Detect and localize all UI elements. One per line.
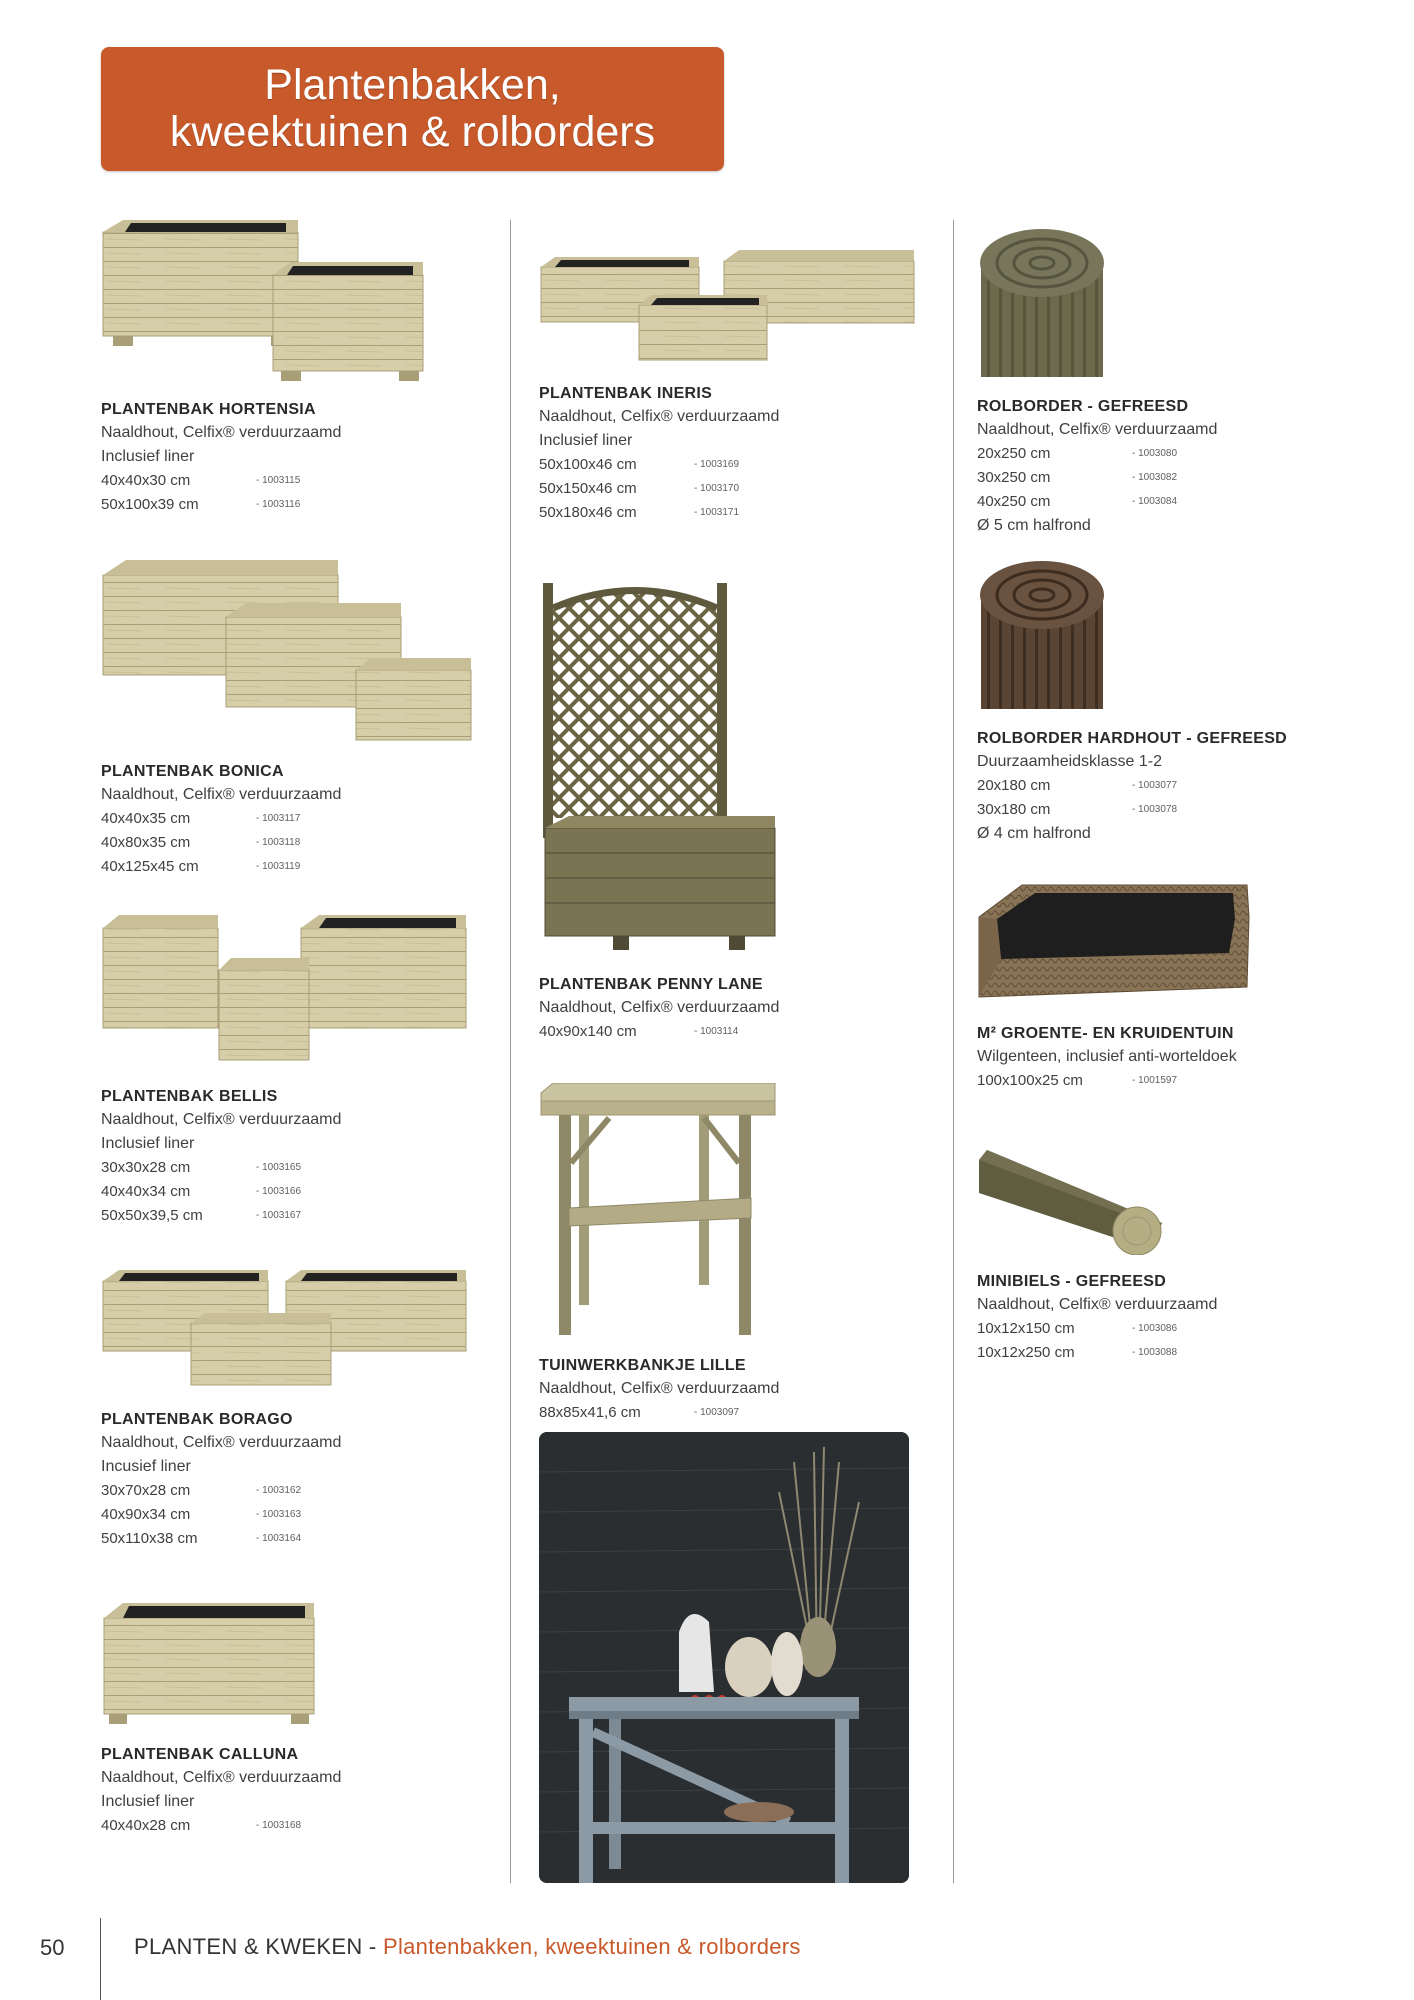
spec-row: [101, 469, 441, 493]
spec-dimension: 30x250 cm: [977, 469, 1051, 486]
spec-code: - 1003086: [1132, 1323, 1178, 1334]
spec-code: - 1003169: [694, 459, 740, 470]
spec-code: - 1003097: [694, 1407, 740, 1418]
spec-dimension: 20x250 cm: [977, 445, 1051, 462]
spec-dimension: 30x180 cm: [977, 801, 1051, 818]
spec-row: [539, 453, 879, 477]
spec-code: - 1003077: [1132, 780, 1178, 791]
spec-row: [101, 1204, 441, 1228]
spec-row: [977, 798, 1317, 822]
spec-row: [101, 807, 441, 831]
spec-dimension: 40x125x45 cm: [101, 858, 199, 875]
spec-dimension: 40x40x30 cm: [101, 472, 191, 489]
spec-row: [101, 1814, 441, 1838]
product-diameter: Ø 4 cm halfrond: [977, 825, 1091, 842]
column-divider-1: [510, 220, 511, 1883]
spec-code: - 1003164: [256, 1533, 302, 1544]
product-image-hardhout: [977, 557, 1317, 712]
page-title-line1: Plantenbakken,: [264, 61, 561, 109]
product-material: Naaldhout, Celfix® verduurzaamd: [101, 1434, 342, 1451]
product-note: Inclusief liner: [101, 1135, 195, 1152]
spec-row: [977, 466, 1317, 490]
product-material: Naaldhout, Celfix® verduurzaamd: [539, 408, 780, 425]
spec-code: - 1003117: [256, 813, 301, 824]
product-name: M² GROENTE- EN KRUIDENTUIN: [977, 1025, 1234, 1042]
product-name: MINIBIELS - GEFREESD: [977, 1273, 1167, 1290]
spec-row: [101, 1180, 441, 1204]
spec-dimension: 10x12x250 cm: [977, 1344, 1075, 1361]
footer-section: PLANTEN & KWEKEN -: [134, 1934, 377, 1959]
product-name: ROLBORDER - GEFREESD: [977, 398, 1189, 415]
spec-dimension: 50x180x46 cm: [539, 504, 637, 521]
spec-dimension: 50x50x39,5 cm: [101, 1207, 203, 1224]
spec-dimension: 50x110x38 cm: [101, 1530, 198, 1547]
product-image-groente: [977, 877, 1317, 1007]
product-borago: [101, 1263, 441, 1551]
spec-dimension: 40x90x140 cm: [539, 1023, 637, 1040]
product-image-rolborder: [977, 225, 1317, 380]
spec-row: [101, 1156, 441, 1180]
spec-row: [539, 1401, 879, 1425]
product-image-bellis: [101, 910, 441, 1070]
product-material: Naaldhout, Celfix® verduurzaamd: [101, 1111, 342, 1128]
spec-dimension: 88x85x41,6 cm: [539, 1404, 641, 1421]
spec-code: - 1003114: [694, 1026, 739, 1037]
spec-row: [977, 490, 1317, 514]
product-groente: [977, 877, 1317, 1093]
spec-row: [101, 831, 441, 855]
product-image-hortensia: [101, 220, 441, 383]
product-image-borago: [101, 1263, 441, 1393]
product-bonica: [101, 555, 441, 879]
spec-row: [539, 1020, 879, 1044]
product-material: Naaldhout, Celfix® verduurzaamd: [977, 421, 1218, 438]
page-header: [101, 47, 724, 171]
spec-row: [977, 1069, 1317, 1093]
product-image-lille: [539, 1083, 879, 1339]
product-material: Naaldhout, Celfix® verduurzaamd: [101, 424, 342, 441]
product-material: Naaldhout, Celfix® verduurzaamd: [101, 1769, 342, 1786]
spec-code: - 1003115: [256, 475, 301, 486]
spec-dimension: 100x100x25 cm: [977, 1072, 1083, 1089]
spec-dimension: 40x40x28 cm: [101, 1817, 191, 1834]
product-name: PLANTENBAK CALLUNA: [101, 1746, 299, 1763]
spec-code: - 1003170: [694, 483, 740, 494]
product-name: TUINWERKBANKJE LILLE: [539, 1357, 746, 1374]
spec-row: [977, 1317, 1317, 1341]
spec-dimension: 40x90x34 cm: [101, 1506, 191, 1523]
product-rolborder: [977, 225, 1317, 538]
spec-row: [539, 477, 879, 501]
spec-code: - 1001597: [1132, 1075, 1178, 1086]
product-image-pennylane: [539, 578, 879, 958]
spec-dimension: 50x100x46 cm: [539, 456, 637, 473]
product-name: ROLBORDER HARDHOUT - GEFREESD: [977, 730, 1288, 747]
product-hortensia: [101, 220, 441, 517]
spec-code: - 1003163: [256, 1509, 302, 1520]
spec-code: - 1003168: [256, 1820, 302, 1831]
spec-dimension: 50x100x39 cm: [101, 496, 199, 513]
spec-dimension: 20x180 cm: [977, 777, 1051, 794]
product-note: Inclusief liner: [101, 1793, 195, 1810]
spec-code: - 1003171: [694, 507, 740, 518]
footer-divider: [100, 1918, 101, 2000]
spec-code: - 1003080: [1132, 448, 1178, 459]
product-image-bonica: [101, 555, 441, 745]
footer-chapter: Plantenbakken, kweektuinen & rolborders: [382, 1934, 801, 1959]
spec-dimension: 40x40x34 cm: [101, 1183, 191, 1200]
product-pennylane: [539, 578, 879, 1044]
product-name: PLANTENBAK INERIS: [539, 385, 713, 402]
product-material: Naaldhout, Celfix® verduurzaamd: [539, 1380, 780, 1397]
spec-code: - 1003084: [1132, 496, 1178, 507]
spec-dimension: 30x70x28 cm: [101, 1482, 191, 1499]
product-material: Naaldhout, Celfix® verduurzaamd: [101, 786, 342, 803]
spec-row: [101, 1503, 441, 1527]
product-name: PLANTENBAK PENNY LANE: [539, 976, 763, 993]
product-name: PLANTENBAK BORAGO: [101, 1411, 293, 1428]
product-image-ineris: [539, 247, 879, 367]
spec-dimension: 40x40x35 cm: [101, 810, 191, 827]
product-material: Wilgenteen, inclusief anti-worteldoek: [977, 1048, 1237, 1065]
spec-code: - 1003082: [1132, 472, 1178, 483]
spec-dimension: 30x30x28 cm: [101, 1159, 191, 1176]
spec-row: [977, 442, 1317, 466]
product-note: Inclusief liner: [539, 432, 633, 449]
spec-row: [977, 1341, 1317, 1365]
product-name: PLANTENBAK BONICA: [101, 763, 284, 780]
spec-row: [101, 1479, 441, 1503]
spec-code: - 1003162: [256, 1485, 302, 1496]
spec-code: - 1003167: [256, 1210, 302, 1221]
product-note: Inclusief liner: [101, 448, 195, 465]
product-ineris: [539, 247, 879, 525]
spec-code: - 1003088: [1132, 1347, 1178, 1358]
footer-breadcrumb: [134, 1934, 801, 1960]
page-number: 50: [40, 1935, 65, 1960]
product-minibiels: [977, 1145, 1317, 1365]
product-bellis: [101, 910, 441, 1228]
lifestyle-photo: [539, 1432, 909, 1883]
product-name: PLANTENBAK BELLIS: [101, 1088, 278, 1105]
product-calluna: [101, 1598, 441, 1838]
product-hardhout: [977, 557, 1317, 846]
spec-code: - 1003116: [256, 499, 301, 510]
spec-code: - 1003119: [256, 861, 301, 872]
spec-dimension: 10x12x150 cm: [977, 1320, 1075, 1337]
spec-code: - 1003118: [256, 837, 301, 848]
spec-code: - 1003078: [1132, 804, 1178, 815]
spec-row: [539, 501, 879, 525]
spec-code: - 1003166: [256, 1186, 302, 1197]
column-divider-2: [953, 220, 954, 1883]
spec-dimension: 40x80x35 cm: [101, 834, 191, 851]
product-lille: [539, 1083, 879, 1425]
page-title-line2: kweektuinen & rolborders: [169, 108, 656, 156]
spec-row: [101, 855, 441, 879]
product-note: Incusief liner: [101, 1458, 191, 1475]
product-material: Naaldhout, Celfix® verduurzaamd: [539, 999, 780, 1016]
product-material: Naaldhout, Celfix® verduurzaamd: [977, 1296, 1218, 1313]
product-diameter: Ø 5 cm halfrond: [977, 517, 1091, 534]
spec-row: [101, 493, 441, 517]
spec-row: [101, 1527, 441, 1551]
spec-code: - 1003165: [256, 1162, 302, 1173]
product-image-minibiels: [977, 1145, 1317, 1255]
product-name: PLANTENBAK HORTENSIA: [101, 401, 316, 418]
spec-row: [977, 774, 1317, 798]
spec-dimension: 40x250 cm: [977, 493, 1051, 510]
product-image-calluna: [101, 1598, 441, 1728]
spec-dimension: 50x150x46 cm: [539, 480, 637, 497]
product-material: Duurzaamheidsklasse 1-2: [977, 753, 1162, 770]
